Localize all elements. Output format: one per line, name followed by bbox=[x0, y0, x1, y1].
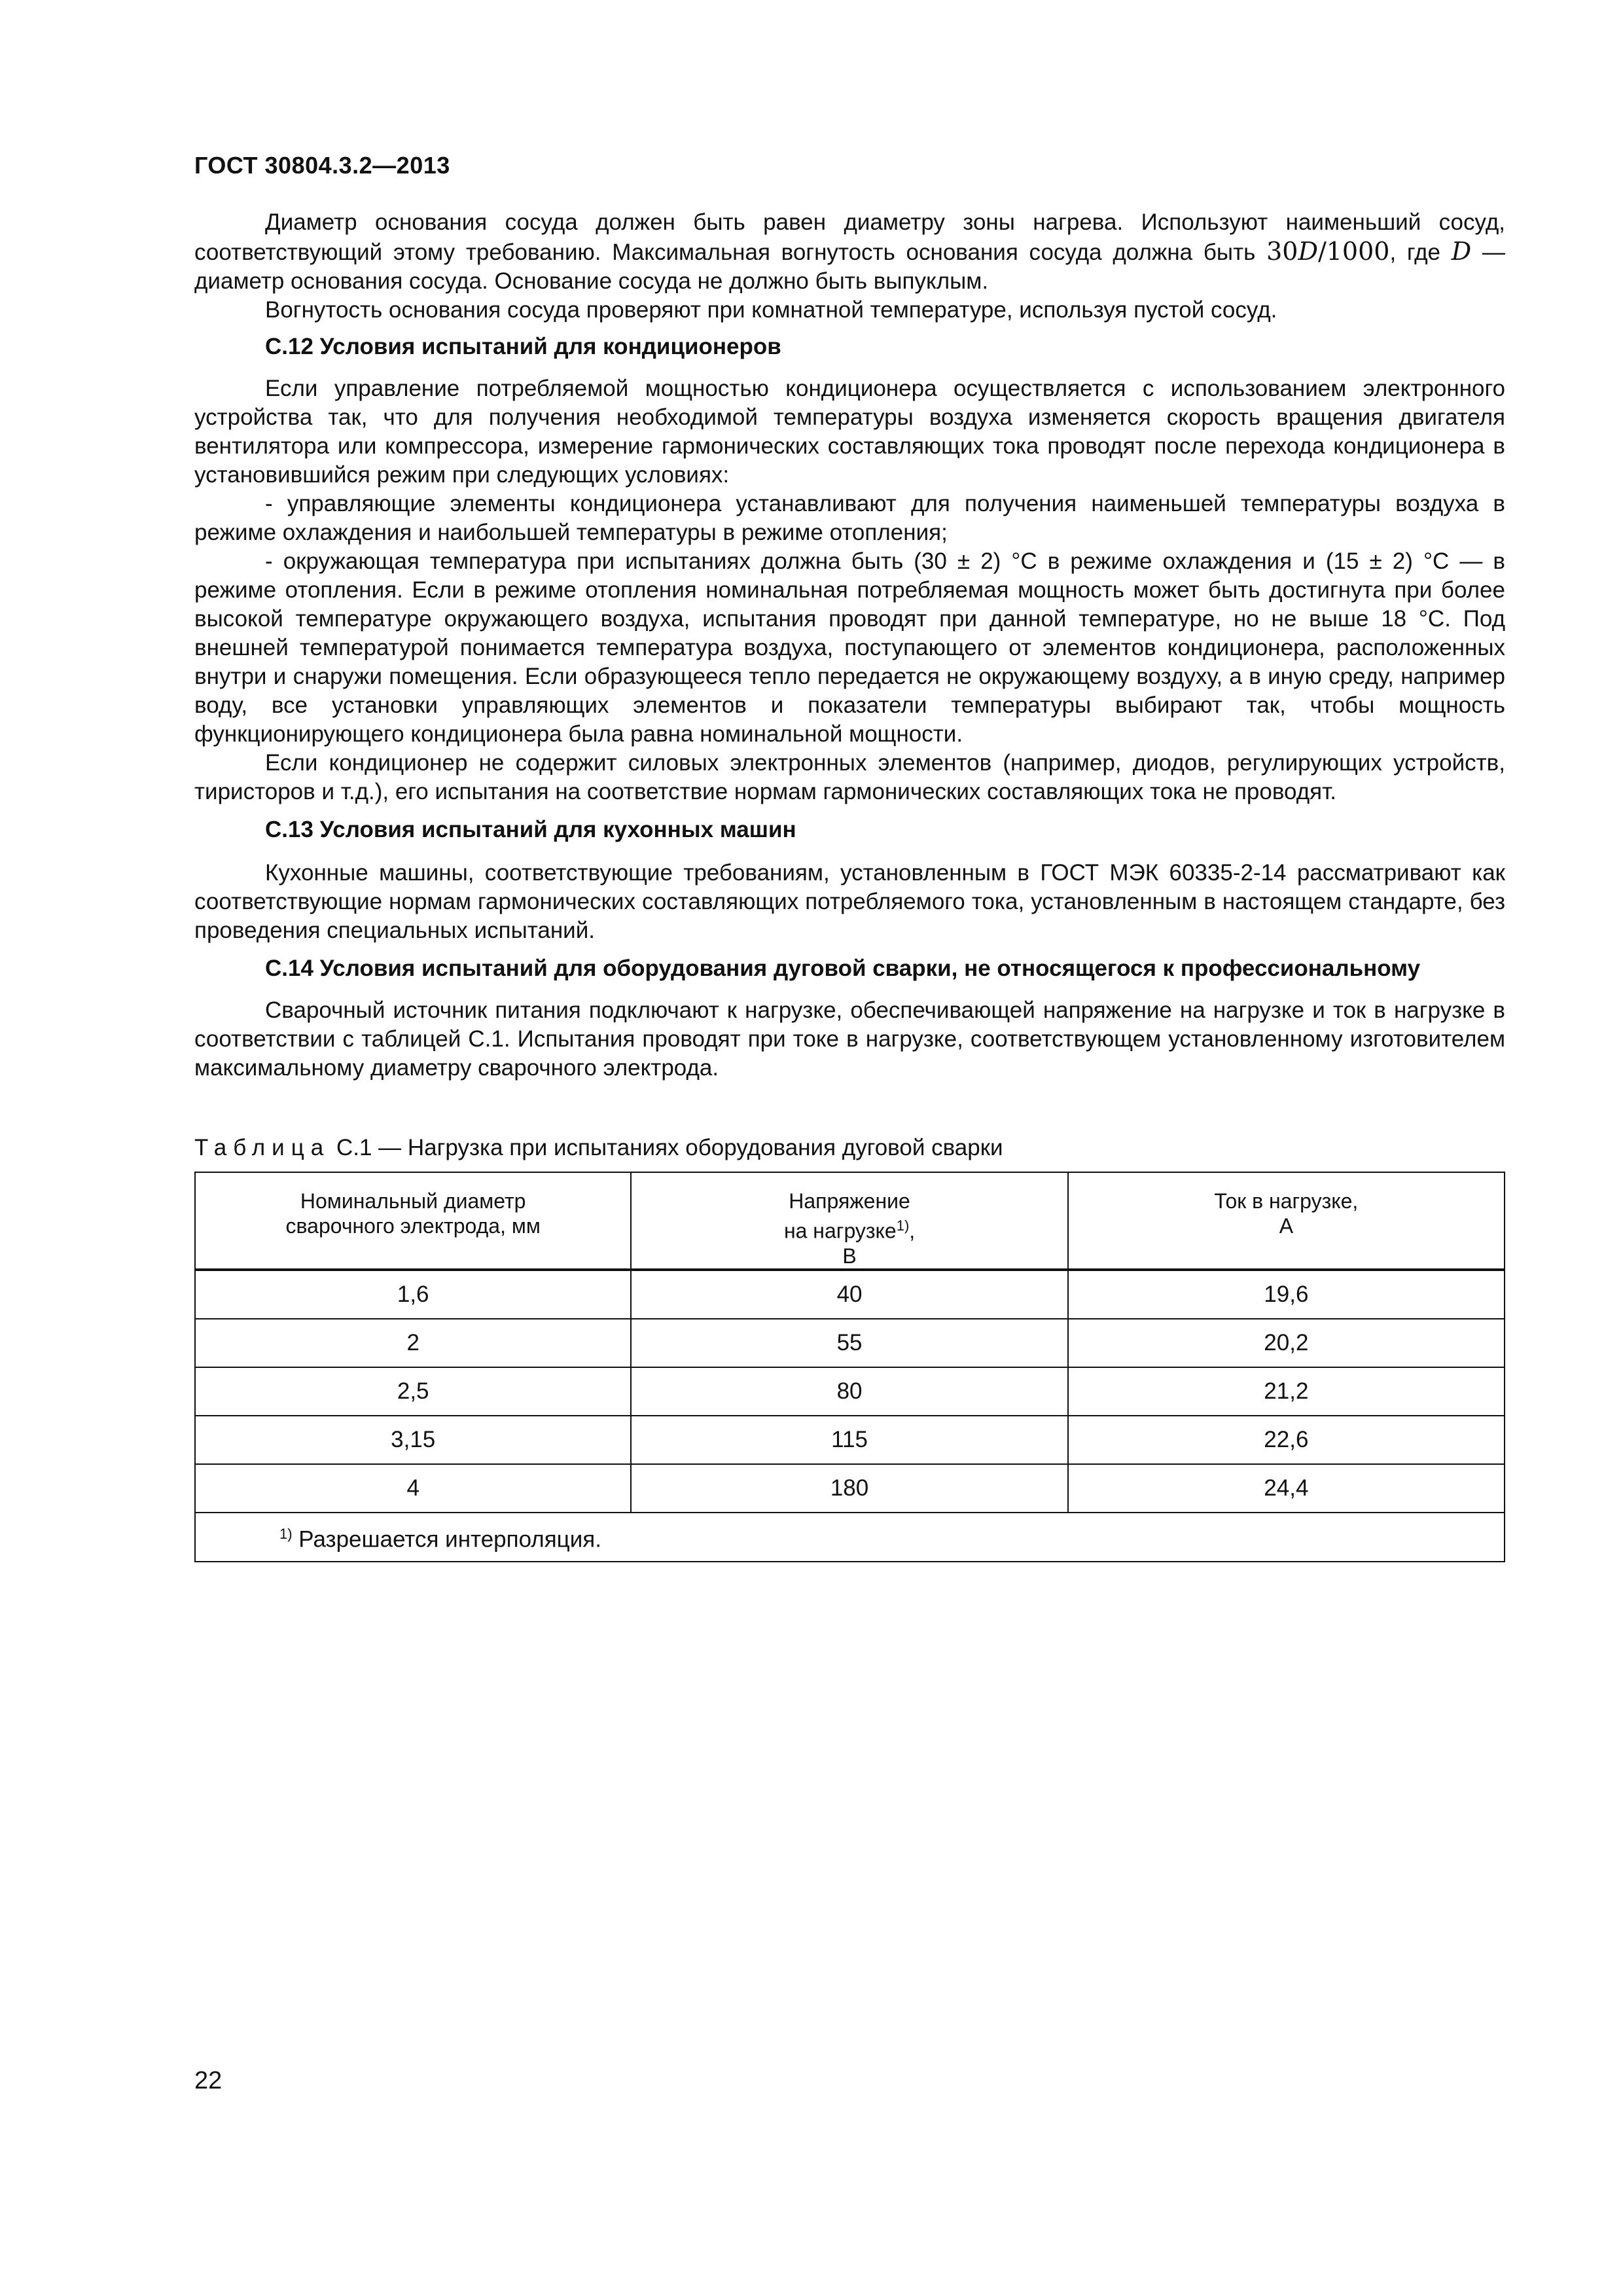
header-line: Ток в нагрузке, bbox=[1214, 1189, 1359, 1213]
table-cell: 80 bbox=[631, 1367, 1067, 1416]
section-c13-heading: С.13 Условия испытаний для кухонных машин bbox=[265, 817, 796, 842]
intro-text-a: Диаметр основания сосуда должен быть равен диаметру зоны нагрева. Используют наименьший сосуд, соответствующий этому требованию. Максимальная вогнутость основания сосуда должна быть bbox=[194, 209, 1505, 265]
table-caption bbox=[194, 1134, 1003, 1162]
table-header-row bbox=[195, 1172, 1505, 1270]
table-cell: 20,2 bbox=[1068, 1319, 1505, 1367]
formula-num: 30 bbox=[1266, 237, 1298, 266]
table-row bbox=[195, 1270, 1505, 1319]
table-cell: 24,4 bbox=[1068, 1464, 1505, 1513]
header-load-current bbox=[1068, 1172, 1505, 1270]
formula-var: D bbox=[1298, 237, 1318, 266]
header-line: В bbox=[842, 1244, 857, 1268]
header-line: Напряжение bbox=[789, 1189, 910, 1213]
intro-paragraph-2: Вогнутость основания сосуда проверяют при комнатной температуре, используя пустой сосуд. bbox=[265, 297, 1277, 323]
intro-text-c: — диаметр основания сосуда. Основание сосуда не должно быть выпуклым. bbox=[194, 240, 1505, 294]
footnote-text: Разрешается интерполяция. bbox=[292, 1526, 601, 1552]
header-electrode-diameter bbox=[195, 1172, 631, 1270]
header-line: Номинальный диаметр bbox=[300, 1189, 526, 1213]
page-number: 22 bbox=[194, 2067, 223, 2094]
table-cell: 21,2 bbox=[1068, 1367, 1505, 1416]
section-c14-heading: С.14 Условия испытаний для оборудования дуговой сварки, не относящегося к профессиональному bbox=[265, 956, 1421, 981]
header-line: А bbox=[1279, 1214, 1294, 1238]
variable-d bbox=[1452, 237, 1471, 266]
formula bbox=[1266, 237, 1389, 266]
formula-den: /1000 bbox=[1317, 237, 1390, 266]
table-cell: 2,5 bbox=[195, 1367, 631, 1416]
table-cell: 22,6 bbox=[1068, 1416, 1505, 1464]
header-line: сварочного электрода, мм bbox=[285, 1214, 541, 1238]
section-c12-list-item-2: - окружающая температура при испытаниях должна быть (30 ± 2) °С в режиме охлаждения и (15 ± 2) °С — в режиме отопления. Если в режиме отопления номинальная потребляемая мощность может быть достигнута при более высокой температуре окружающего воздуха, испытания проводят при данной температуре, но не выше 18 °С. Под внешней температурой понимается температура воздуха, поступающего от элементов кондиционера, расположенных внутри и снаружи помещения. Если образующееся тепло передается не окружающему воздуху, а в иную среду, например воду, все установки управляющих элементов и показатели температуры выбирают так, чтобы мощность функционирующего кондиционера была равна номинальной мощности. bbox=[194, 548, 1505, 747]
variable-d-letter: D bbox=[1451, 237, 1472, 266]
table-cell: 1,6 bbox=[195, 1270, 631, 1319]
section-c12-paragraph-1: Если управление потребляемой мощностью кондиционера осуществляется с использованием электронного устройства так, что для получения необходимой температуры воздуха изменяется скорость вращения двигателя вентилятора или компрессора, измерение гармонических составляющих тока проводят после перехода кондиционера в установившийся режим при следующих условиях: bbox=[194, 376, 1505, 488]
header-footnote-mark: 1) bbox=[896, 1217, 910, 1234]
table-row bbox=[195, 1319, 1505, 1367]
table-row bbox=[195, 1367, 1505, 1416]
table-cell: 40 bbox=[631, 1270, 1067, 1319]
document-header: ГОСТ 30804.3.2—2013 bbox=[194, 152, 450, 179]
section-c12-list-item-1: - управляющие элементы кондиционера устанавливают для получения наименьшей температуры воздуха в режиме охлаждения и наибольшей температуры в режиме отопления; bbox=[194, 491, 1505, 545]
table-cell: 3,15 bbox=[195, 1416, 631, 1464]
table-footnote bbox=[195, 1513, 1505, 1562]
table-cell: 4 bbox=[195, 1464, 631, 1513]
document-body bbox=[194, 208, 1505, 1083]
section-c14-paragraph-1: Сварочный источник питания подключают к нагрузке, обеспечивающей напряжение на нагрузке и ток в нагрузке в соответствии с таблицей С.1. Испытания проводят при токе в нагрузке, соответствующем установленному изготовителем максимальному диаметру сварочного электрода. bbox=[194, 997, 1505, 1081]
table-row bbox=[195, 1416, 1505, 1464]
section-c12-paragraph-2: Если кондиционер не содержит силовых электронных элементов (например, диодов, регулирующих устройств, тиристоров и т.д.), его испытания на соответствие нормам гармонических составляющих тока не проводят. bbox=[194, 750, 1505, 804]
intro-text-b: , где bbox=[1389, 240, 1452, 265]
table-cell: 115 bbox=[631, 1416, 1067, 1464]
header-line: на нагрузке bbox=[783, 1219, 897, 1243]
table-cell: 2 bbox=[195, 1319, 631, 1367]
footnote-mark: 1) bbox=[279, 1526, 293, 1542]
table-cell: 19,6 bbox=[1068, 1270, 1505, 1319]
table-caption-text: С.1 — Нагрузка при испытаниях оборудования дуговой сварки bbox=[330, 1135, 1003, 1160]
table-footnote-row bbox=[195, 1513, 1505, 1562]
table-cell: 180 bbox=[631, 1464, 1067, 1513]
section-c13-paragraph-1: Кухонные машины, соответствующие требованиям, установленным в ГОСТ МЭК 60335-2-14 рассматривают как соответствующие нормам гармонических составляющих потребляемого тока, установленным в настоящем стандарте, без проведения специальных испытаний. bbox=[194, 860, 1505, 943]
section-c12-heading: С.12 Условия испытаний для кондиционеров bbox=[265, 334, 781, 359]
intro-paragraph-1 bbox=[194, 208, 1505, 296]
table-row bbox=[195, 1464, 1505, 1513]
load-table bbox=[194, 1172, 1505, 1562]
header-load-voltage: Напряжение на нагрузке$^{1)}$, В bbox=[631, 1172, 1067, 1270]
table-cell: 55 bbox=[631, 1319, 1067, 1367]
table-caption-word: Таблица bbox=[194, 1135, 330, 1160]
